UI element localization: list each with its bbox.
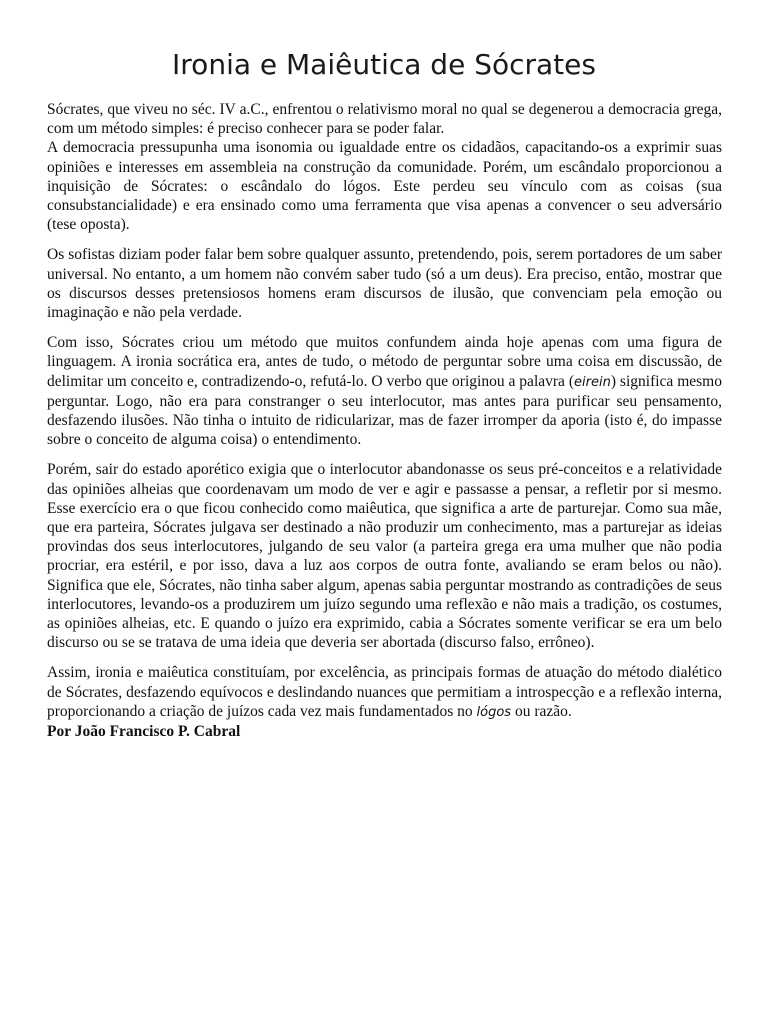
paragraph-democracia: A democracia pressupunha uma isonomia ou igualdade entre os cidadãos, capacitando-os a exprimir suas opiniões e interesses em assembleia na construção da comunidade. Porém, um escândalo proporcionou a inquisição de Sócrates: o escândalo do lógos. Este perdeu seu vínculo com as coisas (sua consubstancialidade) e era ensinado como uma ferramenta que visa apenas a convencer o seu adversário (tese oposta). bbox=[47, 139, 722, 234]
document-body bbox=[47, 100, 722, 741]
paragraph-sofistas: Os sofistas diziam poder falar bem sobre qualquer assunto, pretendendo, pois, serem portadores de um saber universal. No entanto, a um homem não convém saber tudo (só a um deus). Era preciso, então, mostrar que os discursos desses pretensiosos homens eram discursos de ilusão, que convenciam pela emoção ou imaginação e não pela verdade. bbox=[47, 246, 722, 322]
paragraph-intro: Sócrates, que viveu no séc. IV a.C., enfrentou o relativismo moral no qual se degenerou a democracia grega, com um método simples: é preciso conhecer para se poder falar. bbox=[47, 101, 722, 138]
paragraph-conclusao-part-a: Assim, ironia e maiêutica constituíam, por excelência, as principais formas de atuação do método dialético de Sócrates, desfazendo equívocos e deslindando nuances que permitiam a introspecção e a reflexão interna, proporcionando a criação de juízos cada vez mais fundamentados no bbox=[47, 664, 722, 720]
term-eirein: eirein bbox=[574, 374, 611, 390]
paragraph-maieutica: Porém, sair do estado aporético exigia que o interlocutor abandonasse os seus pré-conceitos e a relatividade das opiniões alheias que coordenavam um modo de ver e agir e passasse a pensar, a refletir por si mesmo. Esse exercício era o que ficou conhecido como maiêutica, que significa a arte de parturejar. Como sua mãe, que era parteira, Sócrates julgava ser destinado a não produzir um conhecimento, mas a parturejar as ideias provindas dos seus interlocutores, julgando de seu valor (a parteira grega era uma mulher que não podia procriar, era estéril, e por isso, dava a luz aos corpos de outra fonte, avaliando se eram belos ou não). Significa que ele, Sócrates, não tinha saber algum, apenas sabia perguntar mostrando as contradições de seus interlocutores, levando-os a produzirem um juízo segundo uma reflexão e não mais a tradição, os costumes, as opiniões alheias, etc. E quando o juízo era exprimido, cabia a Sócrates somente verificar se era um belo discurso ou se se tratava de uma ideia que deveria ser abortada (discurso falso, errôneo). bbox=[47, 461, 722, 652]
term-logos: lógos bbox=[476, 704, 512, 720]
paragraph-ironia bbox=[47, 333, 722, 449]
author-byline: Por João Francisco P. Cabral bbox=[47, 723, 241, 741]
paragraph-ironia-part-a: Com isso, Sócrates criou um método que muitos confundem ainda hoje apenas com uma figura de linguagem. A ironia socrática era, antes de tudo, o método de perguntar sobre uma coisa em discussão, de delimitar um conceito e, contradizendo-o, refutá-lo. O verbo que originou a palavra ( bbox=[47, 334, 722, 390]
paragraph-conclusao-part-b: ou razão. bbox=[511, 702, 572, 720]
paragraph-ironia-part-b: ) significa mesmo perguntar. Logo, não era para constranger o seu interlocutor, mas antes para purificar seu pensamento, desfazendo ilusões. Não tinha o intuito de ridicularizar, mas de fazer irromper da aporia (isto é, do impasse sobre o conceito de alguma coisa) o entendimento. bbox=[47, 372, 722, 449]
document-title: Ironia e Maiêutica de Sócrates bbox=[172, 48, 596, 81]
paragraph-conclusao bbox=[47, 663, 722, 722]
